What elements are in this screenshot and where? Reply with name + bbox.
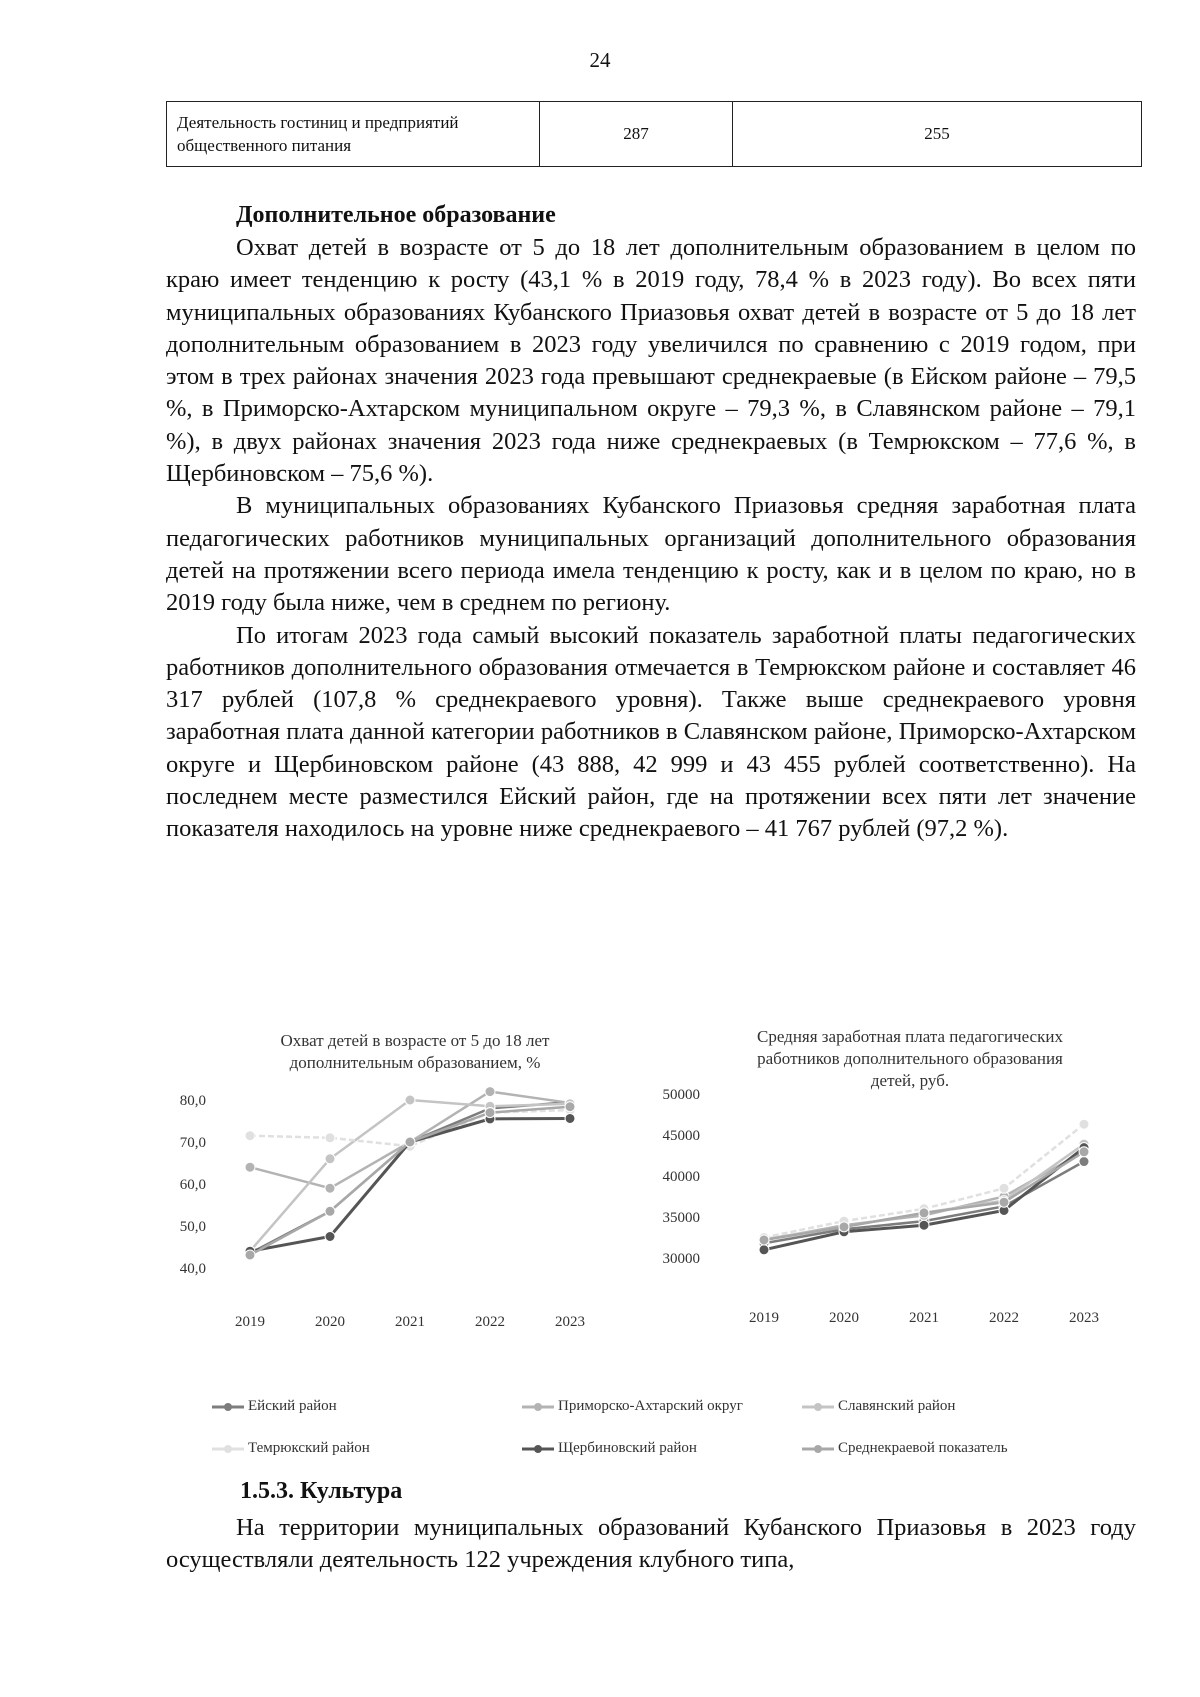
legend-item-2 xyxy=(520,1398,743,1415)
chart-title-salary: Средняя заработная плата педагогических работников дополнительного образования детей, руб. xyxy=(757,1027,1063,1090)
page-number: 24 xyxy=(589,48,611,72)
legend-item-4 xyxy=(210,1440,370,1457)
x-tick-label: 2022 xyxy=(989,1310,1019,1326)
data-point xyxy=(759,1235,769,1245)
data-point xyxy=(1079,1119,1089,1129)
chart-coverage xyxy=(170,1093,640,1340)
data-point xyxy=(839,1222,849,1232)
table-cell-label: Деятельность гостиниц и предприятий общественного питания xyxy=(167,102,540,167)
x-tick-label: 2019 xyxy=(235,1314,265,1330)
y-tick-label: 80,0 xyxy=(179,1093,206,1109)
legend-line-icon xyxy=(210,1401,246,1413)
legend-item-1 xyxy=(210,1398,337,1415)
x-tick-label: 2022 xyxy=(475,1314,505,1330)
legend-label: Ейский район xyxy=(248,1398,337,1414)
legend-line-icon xyxy=(800,1401,836,1413)
data-point xyxy=(245,1250,255,1260)
x-tick-label: 2023 xyxy=(1069,1310,1099,1326)
legend-label: Приморско-Ахтарский округ xyxy=(558,1398,743,1414)
x-tick-label: 2021 xyxy=(395,1314,425,1330)
legend-item-6 xyxy=(800,1440,1008,1457)
legend-label: Темрюкский район xyxy=(248,1440,370,1456)
legend-line-icon xyxy=(210,1443,246,1455)
y-tick-label: 40000 xyxy=(662,1169,700,1185)
legend-line-icon xyxy=(520,1401,556,1413)
data-point xyxy=(565,1113,575,1123)
data-point xyxy=(485,1087,495,1097)
y-tick-label: 50,0 xyxy=(179,1219,206,1235)
paragraph-salary-trend: В муниципальных образованиях Кубанского Приазовья средняя заработная плата педагогических работников муниципальных организаций дополнительного образования детей на протяжении всего периода имела тенденцию к росту, как и в целом по краю, но в 2019 году была ниже, чем в среднем по региону. xyxy=(166,492,1136,617)
paragraph-salary-2023: По итогам 2023 года самый высокий показатель заработной платы педагогических работников дополнительного образования отмечается в Темрюкском районе и составляет 46 317 рублей (107,8 % среднекраевого уровня). Также выше среднекраевого уровня заработная плата данной категории работников в Славянском районе, Приморско-Ахтарском округе и Щербиновском районе (43 888, 42 999 и 43 455 рублей соответственно). На последнем месте разместился Ейский район, где на протяжении всех пяти лет значение показателя находилось на уровне ниже среднекраевого – 41 767 рублей (97,2 %). xyxy=(166,621,1136,843)
data-point xyxy=(325,1183,335,1193)
legend-label: Среднекраевой показатель xyxy=(838,1440,1008,1456)
section-heading-culture: 1.5.3. Культура xyxy=(240,1478,403,1504)
legend-line-icon xyxy=(800,1443,836,1455)
data-point xyxy=(919,1208,929,1218)
data-point xyxy=(245,1162,255,1172)
data-point xyxy=(325,1232,335,1242)
data-point xyxy=(485,1108,495,1118)
data-point xyxy=(999,1197,1009,1207)
series-line-1 xyxy=(250,1102,570,1253)
y-tick-label: 70,0 xyxy=(179,1135,206,1151)
chart-salary xyxy=(660,1087,1110,1340)
data-point xyxy=(245,1131,255,1141)
data-point xyxy=(325,1154,335,1164)
data-point xyxy=(565,1102,575,1112)
section-heading-additional-education: Дополнительное образование xyxy=(236,202,556,228)
data-point xyxy=(325,1133,335,1143)
x-tick-label: 2020 xyxy=(829,1310,859,1326)
legend-label: Славянский район xyxy=(838,1398,956,1414)
legend-line-icon xyxy=(520,1443,556,1455)
paragraph-coverage: Охват детей в возрасте от 5 до 18 лет дополнительным образованием в целом по краю имеет тенденцию к росту (43,1 % в 2019 году, 78,4 % в 2023 году). Во всех пяти муниципальных образованиях Кубанского Приазовья охват детей в возрасте от 5 до 18 лет дополнительным образованием в 2023 году увеличился по сравнению с 2019 годом, при этом в трех районах значения 2023 года превышают среднекраевые (в Ейском районе – 79,5 %, в Приморско-Ахтарском муниципальном округе – 79,3 %, в Славянском районе – 79,1 %), в двух районах значения 2023 года ниже среднекраевых (в Темрюкском – 77,6 %, в Щербиновском – 75,6 %). xyxy=(166,234,1136,488)
section-body-culture xyxy=(166,1512,1136,1577)
chart-title-coverage: Охват детей в возрасте от 5 до 18 лет дополнительным образованием, % xyxy=(280,1031,550,1072)
x-tick-label: 2023 xyxy=(555,1314,585,1330)
data-point xyxy=(759,1245,769,1255)
table-cell-value-1: 287 xyxy=(540,102,733,167)
data-point xyxy=(999,1183,1009,1193)
y-tick-label: 30000 xyxy=(662,1251,700,1267)
data-point xyxy=(1079,1147,1089,1157)
y-tick-label: 60,0 xyxy=(179,1177,206,1193)
data-point xyxy=(919,1220,929,1230)
x-tick-label: 2021 xyxy=(909,1310,939,1326)
table-cell-value-2: 255 xyxy=(733,102,1142,167)
paragraph-culture: На территории муниципальных образований Кубанского Приазовья в 2023 году осуществляли деятельность 122 учреждения клубного типа, xyxy=(166,1514,1136,1574)
data-point xyxy=(405,1095,415,1105)
section-body-additional-education xyxy=(166,232,1136,846)
data-point xyxy=(405,1137,415,1147)
legend-item-3 xyxy=(800,1398,955,1415)
table-row xyxy=(167,102,1142,167)
legend-label: Щербиновский район xyxy=(558,1440,697,1456)
y-tick-label: 35000 xyxy=(662,1210,700,1226)
data-table xyxy=(166,101,1142,167)
legend-item-5 xyxy=(520,1440,697,1457)
y-tick-label: 45000 xyxy=(662,1128,700,1144)
data-point xyxy=(325,1206,335,1216)
y-tick-label: 40,0 xyxy=(179,1261,206,1277)
x-tick-label: 2019 xyxy=(749,1310,779,1326)
data-point xyxy=(1079,1157,1089,1167)
x-tick-label: 2020 xyxy=(315,1314,345,1330)
y-tick-label: 50000 xyxy=(662,1087,700,1103)
